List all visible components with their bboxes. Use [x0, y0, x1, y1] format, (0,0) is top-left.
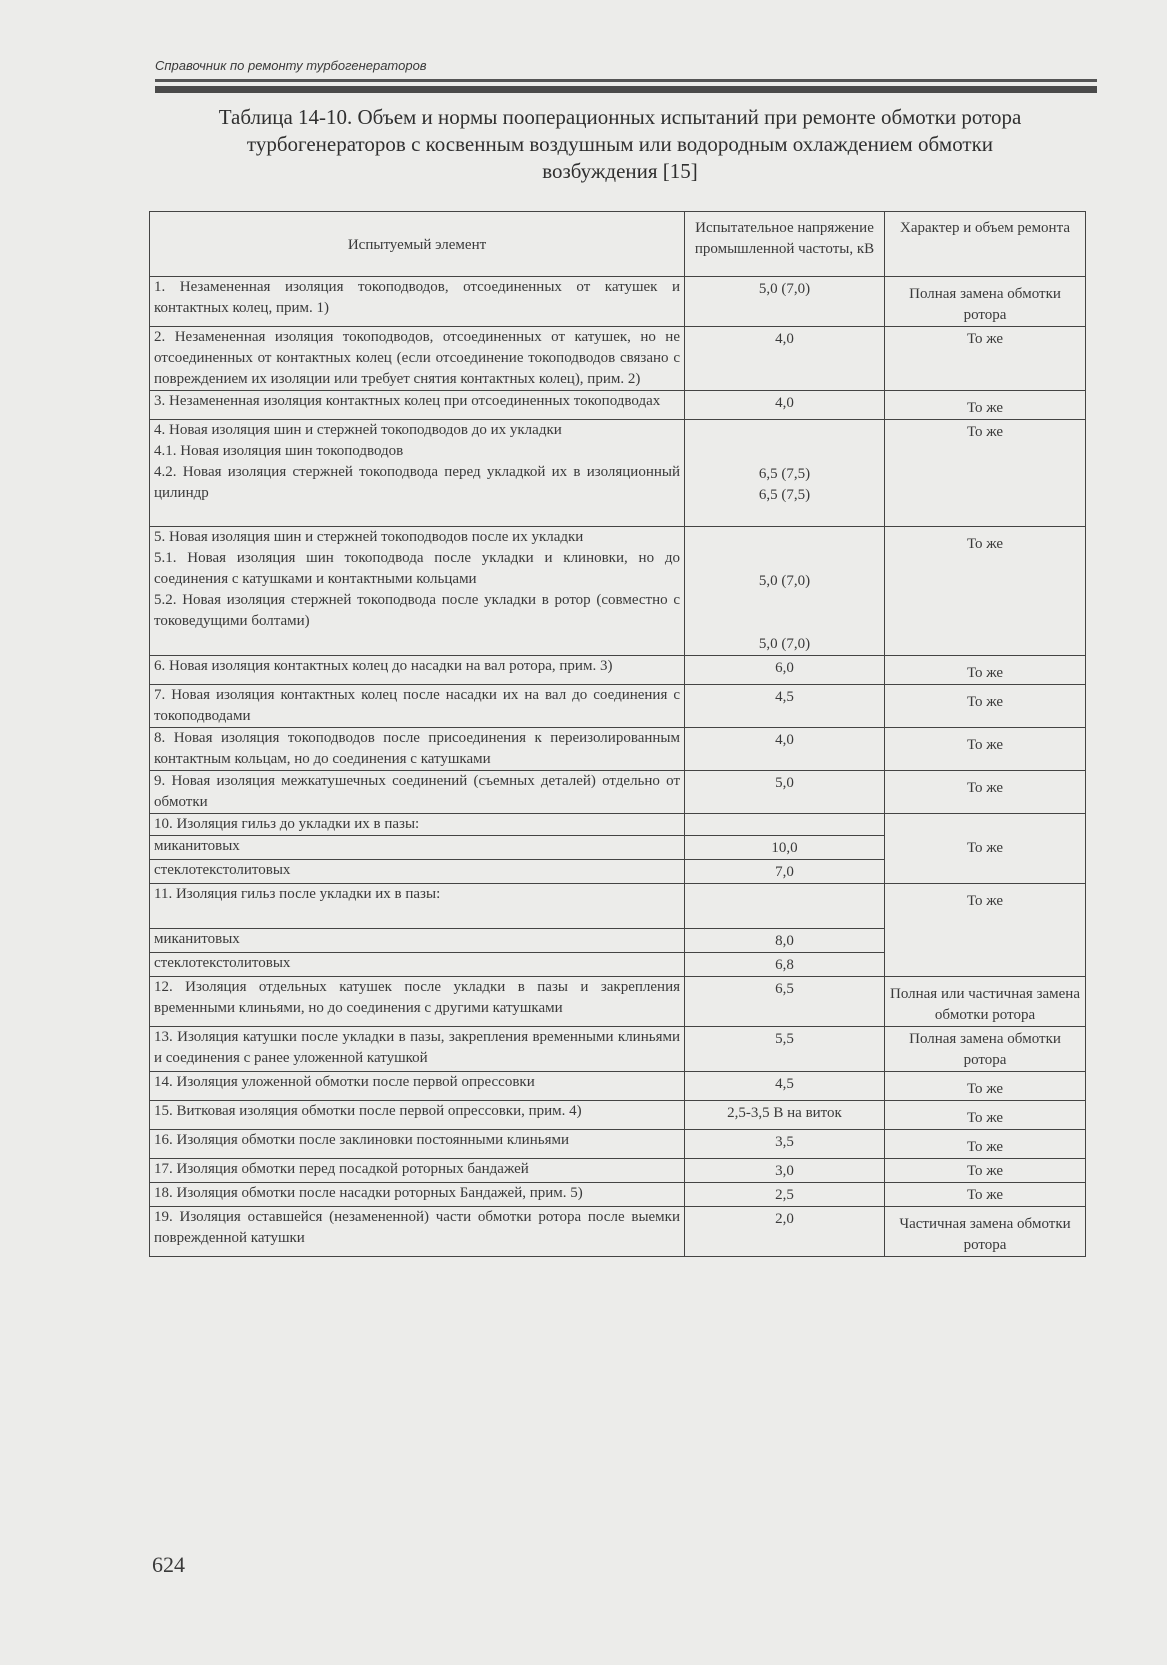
header-rule-thick: [155, 86, 1097, 93]
row-repair: То же: [885, 685, 1086, 728]
row-voltage: 2,0: [685, 1207, 885, 1257]
row-element: 3. Незамененная изоляция контактных колец при отсоединенных токоподводах: [150, 391, 685, 420]
table-row: [150, 420, 1086, 527]
row-item-name: стеклотекстолитовых: [150, 953, 685, 977]
row-element: 7. Новая изоляция контактных колец после насадки их на вал до соединения с токоподводами: [150, 685, 685, 728]
row-element: 16. Изоляция обмотки после заклиновки постоянными клиньями: [150, 1130, 685, 1159]
row-sub-item: 5.1. Новая изоляция шин токоподвода после укладки и клиновки, но до соединения с катушками и контактными кольцами: [154, 550, 680, 587]
row-voltage: 5,5: [685, 1027, 885, 1072]
row-voltage: 6,5: [685, 977, 885, 1027]
table-title: Таблица 14-10. Объем и нормы пооперационных испытаний при ремонте обмотки ротора турбогенераторов с косвенным воздушным или водородным охлаждением обмотки возбуждения [15]: [218, 105, 1022, 183]
row-element: 1. Незамененная изоляция токоподводов, отсоединенных от катушек и контактных колец, прим. 1): [150, 277, 685, 327]
row-item-name: миканитовых: [150, 929, 685, 953]
row-voltage: [685, 527, 885, 656]
row-sub-voltage: 6,5 (7,5): [758, 466, 811, 482]
table-row: [150, 814, 1086, 836]
header-rule-thin: [155, 79, 1097, 82]
row-repair: То же: [885, 1159, 1086, 1183]
row-element: 11. Изоляция гильз после укладки их в пазы:: [150, 884, 685, 929]
table-row: [150, 527, 1086, 656]
table-row: [150, 1183, 1086, 1207]
row-item-name: миканитовых: [150, 836, 685, 860]
row-repair: То же: [885, 1130, 1086, 1159]
row-element: 2. Незамененная изоляция токоподводов, отсоединенных от катушек, но не отсоединенных от контактных колец (если отсоединение токоподводов связано с повреждением их изоляции или требует снятия контактных колец), прим. 2): [150, 327, 685, 391]
row-item-voltage: 8,0: [685, 929, 885, 953]
row-voltage: 3,5: [685, 1130, 885, 1159]
row-element: 18. Изоляция обмотки после насадки роторных Бандажей, прим. 5): [150, 1183, 685, 1207]
row-element: 15. Витковая изоляция обмотки после первой опрессовки, прим. 4): [150, 1101, 685, 1130]
table-row: [150, 771, 1086, 814]
table-row: [150, 728, 1086, 771]
row-voltage: [685, 814, 885, 836]
column-header-voltage: Испытательное напряжение промышленной частоты, кВ: [685, 212, 885, 277]
row-voltage: 4,5: [685, 685, 885, 728]
tests-table: [149, 211, 1086, 1257]
row-repair: То же: [885, 527, 1086, 656]
row-item-voltage: 10,0: [685, 836, 885, 860]
row-element: [150, 527, 685, 656]
table-row: [150, 1101, 1086, 1130]
column-header-element: Испытуемый элемент: [150, 212, 685, 277]
row-element: 10. Изоляция гильз до укладки их в пазы:: [150, 814, 685, 836]
row-repair: То же: [885, 1183, 1086, 1207]
table-row: [150, 1159, 1086, 1183]
row-repair: Полная замена обмотки ротора: [885, 277, 1086, 327]
row-repair: То же: [885, 1072, 1086, 1101]
table-row: [150, 327, 1086, 391]
row-voltage: 2,5-3,5 В на виток: [685, 1101, 885, 1130]
row-repair: Полная замена обмотки ротора: [885, 1027, 1086, 1072]
row-repair: То же: [885, 771, 1086, 814]
row-element-main: 4. Новая изоляция шин и стержней токоподводов до их укладки: [154, 422, 562, 438]
table-row: [150, 277, 1086, 327]
row-voltage: [685, 420, 885, 527]
row-voltage: 4,0: [685, 327, 885, 391]
row-repair: То же: [885, 420, 1086, 527]
row-repair: Полная или частичная замена обмотки ротора: [885, 977, 1086, 1027]
row-repair: То же: [885, 391, 1086, 420]
table-row: [150, 656, 1086, 685]
table-row: [150, 1027, 1086, 1072]
row-sub-voltage: 5,0 (7,0): [758, 573, 811, 589]
row-element: [150, 420, 685, 527]
row-element: 9. Новая изоляция межкатушечных соединений (съемных деталей) отдельно от обмотки: [150, 771, 685, 814]
row-voltage: 5,0: [685, 771, 885, 814]
row-sub-voltage: 5,0 (7,0): [758, 636, 811, 652]
table-header-row: [150, 212, 1086, 277]
row-item-voltage: 7,0: [685, 860, 885, 884]
row-sub-voltage: 6,5 (7,5): [758, 487, 811, 503]
row-voltage: 5,0 (7,0): [685, 277, 885, 327]
table-row: [150, 685, 1086, 728]
row-sub-item: 4.2. Новая изоляция стержней токоподвода перед укладкой их в изоляционный цилиндр: [154, 464, 680, 501]
row-element: 17. Изоляция обмотки перед посадкой роторных бандажей: [150, 1159, 685, 1183]
row-element: 13. Изоляция катушки после укладки в пазы, закрепления временными клиньями и соединения с ранее уложенной катушкой: [150, 1027, 685, 1072]
row-element: 12. Изоляция отдельных катушек после укладки в пазы и закрепления временными клиньями, но до соединения с другими катушками: [150, 977, 685, 1027]
row-repair: То же: [885, 327, 1086, 391]
table-row: [150, 884, 1086, 929]
row-voltage: 6,0: [685, 656, 885, 685]
row-repair: Частичная замена обмотки ротора: [885, 1207, 1086, 1257]
table-row: [150, 1207, 1086, 1257]
row-voltage: 2,5: [685, 1183, 885, 1207]
row-repair: То же: [885, 884, 1086, 977]
row-repair: То же: [885, 728, 1086, 771]
row-element: 8. Новая изоляция токоподводов после присоединения к переизолированным контактным кольцам, но до соединения с катушками: [150, 728, 685, 771]
row-element: 6. Новая изоляция контактных колец до насадки на вал ротора, прим. 3): [150, 656, 685, 685]
table-row: [150, 977, 1086, 1027]
row-voltage: 4,0: [685, 728, 885, 771]
row-sub-item: 5.2. Новая изоляция стержней токоподвода после укладки в ротор (совместно с токоведущими болтами): [154, 592, 680, 629]
table-row: [150, 1072, 1086, 1101]
row-voltage: 4,5: [685, 1072, 885, 1101]
table-row: [150, 391, 1086, 420]
row-repair: То же: [885, 814, 1086, 884]
page-number: 624: [152, 1552, 185, 1577]
row-element-main: 5. Новая изоляция шин и стержней токоподводов после их укладки: [154, 529, 584, 545]
row-voltage: [685, 884, 885, 929]
table-row: [150, 1130, 1086, 1159]
running-header: Справочник по ремонту турбогенераторов: [155, 58, 427, 73]
row-repair: То же: [885, 656, 1086, 685]
row-element: 19. Изоляция оставшейся (незамененной) части обмотки ротора после выемки поврежденной катушки: [150, 1207, 685, 1257]
row-item-name: стеклотекстолитовых: [150, 860, 685, 884]
column-header-repair: Характер и объем ремонта: [885, 212, 1086, 277]
row-voltage: 4,0: [685, 391, 885, 420]
row-voltage: 3,0: [685, 1159, 885, 1183]
row-element: 14. Изоляция уложенной обмотки после первой опрессовки: [150, 1072, 685, 1101]
row-repair: То же: [885, 1101, 1086, 1130]
row-sub-item: 4.1. Новая изоляция шин токоподводов: [154, 443, 404, 459]
row-item-voltage: 6,8: [685, 953, 885, 977]
